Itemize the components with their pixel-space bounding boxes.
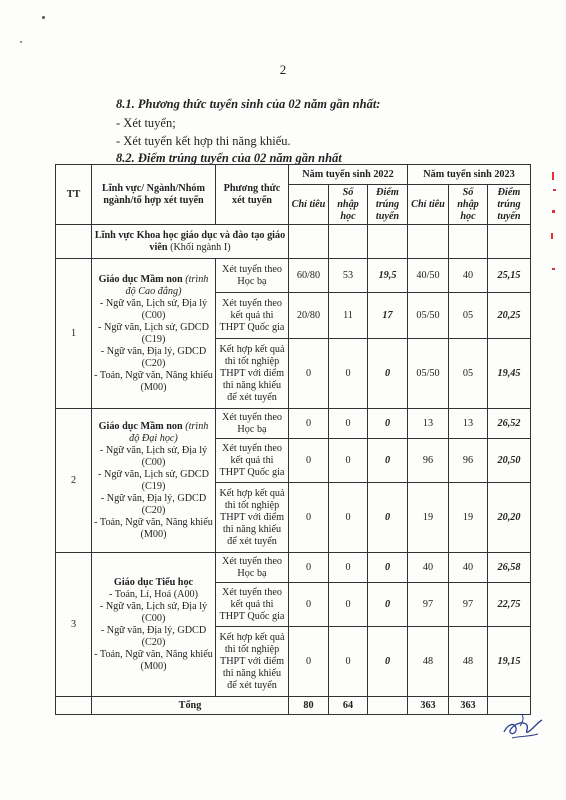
header-year-2022: Năm tuyển sinh 2022 — [289, 165, 408, 185]
header-row — [56, 165, 531, 185]
margin-mark — [553, 189, 556, 191]
header-enrolled: Số nhập học — [449, 185, 488, 225]
group-tt: 2 — [56, 409, 92, 553]
header-score: Điểm trúng tuyển — [368, 185, 408, 225]
header-quota: Chỉ tiêu — [289, 185, 329, 225]
scan-speck — [42, 16, 45, 19]
method-item: - Xét tuyển kết hợp thi năng khiếu. — [116, 134, 291, 148]
margin-mark — [552, 268, 555, 270]
header-score: Điểm trúng tuyển — [488, 185, 531, 225]
total-label: Tổng — [92, 697, 289, 715]
table-row: Xét tuyển theo kết quả thi THPT Quốc gia 20/80 11 17 05/50 05 20,25 — [56, 293, 531, 339]
group-tt: 1 — [56, 259, 92, 409]
table-row: 2 Giáo dục Mầm non (trình độ Đại học) - Ngữ văn, Lịch sử, Địa lý (C00) - Ngữ văn, Lịch sử, GDCD (C19) - Ngữ văn, Địa lý, GDCD (C20) - Toán, Ngữ văn, Năng khiếu (M00) Xét tuyển theo Học bạ 0 0 0 13 13 26,52 — [56, 409, 531, 439]
table-row: 3 Giáo dục Tiểu học - Toán, Lí, Hoá (A00) - Ngữ văn, Lịch sử, Địa lý (C00) - Ngữ văn, Địa lý, GDCD (C20) - Toán, Ngữ văn, Năng khiếu (M00) Xét tuyển theo Học bạ 0 0 0 40 40 26,58 — [56, 553, 531, 583]
signature-initials — [498, 710, 548, 746]
table-row: Xét tuyển theo kết quả thi THPT Quốc gia 0 0 0 97 97 22,75 — [56, 583, 531, 627]
method-cell: Xét tuyển theo kết quả thi THPT Quốc gia — [216, 439, 289, 483]
header-quota: Chỉ tiêu — [408, 185, 449, 225]
domain-row — [56, 225, 531, 259]
method-cell: Xét tuyển theo kết quả thi THPT Quốc gia — [216, 583, 289, 627]
method-cell: Xét tuyển theo Học bạ — [216, 553, 289, 583]
method-cell: Xét tuyển theo Học bạ — [216, 409, 289, 439]
margin-mark — [551, 233, 553, 239]
margin-mark — [552, 210, 555, 213]
table-row: Kết hợp kết quả thi tốt nghiệp THPT với điểm thi năng khiếu để xét tuyển 0 0 0 19 19 20,20 — [56, 483, 531, 553]
group-description: Giáo dục Tiểu học - Toán, Lí, Hoá (A00) - Ngữ văn, Lịch sử, Địa lý (C00) - Ngữ văn, Địa lý, GDCD (C20) - Toán, Ngữ văn, Năng khiếu (M00) — [92, 553, 216, 697]
method-cell: Kết hợp kết quả thi tốt nghiệp THPT với điểm thi năng khiếu để xét tuyển — [216, 627, 289, 697]
group-description: Giáo dục Mầm non (trình độ Đại học) - Ngữ văn, Lịch sử, Địa lý (C00) - Ngữ văn, Lịch sử, GDCD (C19) - Ngữ văn, Địa lý, GDCD (C20) - Toán, Ngữ văn, Năng khiếu (M00) — [92, 409, 216, 553]
section-8-1-title: 8.1. Phương thức tuyển sinh của 02 năm gần nhất: — [116, 97, 381, 111]
domain-label: Lĩnh vực Khoa học giáo dục và đào tạo giáo viên (Khối ngành I) — [92, 225, 289, 259]
method-cell: Kết hợp kết quả thi tốt nghiệp THPT với điểm thi năng khiếu để xét tuyển — [216, 339, 289, 409]
page-number: 2 — [279, 62, 287, 77]
header-tt: TT — [56, 165, 92, 225]
section-8-2-title: 8.2. Điểm trúng tuyển của 02 năm gần nhất — [116, 151, 342, 165]
total-row: Tổng 80 64 363 363 — [56, 697, 531, 715]
method-cell: Xét tuyển theo kết quả thi THPT Quốc gia — [216, 293, 289, 339]
header-field: Lĩnh vực/ Ngành/Nhóm ngành/tổ hợp xét tuyển — [92, 165, 216, 225]
table-row: Kết hợp kết quả thi tốt nghiệp THPT với điểm thi năng khiếu để xét tuyển 0 0 0 48 48 19,15 — [56, 627, 531, 697]
method-cell: Kết hợp kết quả thi tốt nghiệp THPT với điểm thi năng khiếu để xét tuyển — [216, 483, 289, 553]
group-description: Giáo dục Mầm non (trình độ Cao đẳng) - Ngữ văn, Lịch sử, Địa lý (C00) - Ngữ văn, Lịch sử, GDCD (C19) - Ngữ văn, Địa lý, GDCD (C20) - Toán, Ngữ văn, Năng khiếu (M00) — [92, 259, 216, 409]
header-enrolled: Số nhập học — [329, 185, 368, 225]
admission-scores-table — [55, 164, 531, 715]
margin-mark — [552, 172, 554, 180]
table-row: Kết hợp kết quả thi tốt nghiệp THPT với điểm thi năng khiếu để xét tuyển 0 0 0 05/50 05 19,45 — [56, 339, 531, 409]
header-method: Phương thức xét tuyển — [216, 165, 289, 225]
table-row: Xét tuyển theo kết quả thi THPT Quốc gia 0 0 0 96 96 20,50 — [56, 439, 531, 483]
table-row: 1 Giáo dục Mầm non (trình độ Cao đẳng) - Ngữ văn, Lịch sử, Địa lý (C00) - Ngữ văn, Lịch sử, GDCD (C19) - Ngữ văn, Địa lý, GDCD (C20) - Toán, Ngữ văn, Năng khiếu (M00) Xét tuyển theo Học bạ 60/80 53 19,5 40/50 40 25,15 — [56, 259, 531, 293]
scan-speck — [20, 41, 22, 43]
method-item: - Xét tuyển; — [116, 116, 176, 130]
group-tt: 3 — [56, 553, 92, 697]
method-cell: Xét tuyển theo Học bạ — [216, 259, 289, 293]
header-year-2023: Năm tuyển sinh 2023 — [408, 165, 531, 185]
